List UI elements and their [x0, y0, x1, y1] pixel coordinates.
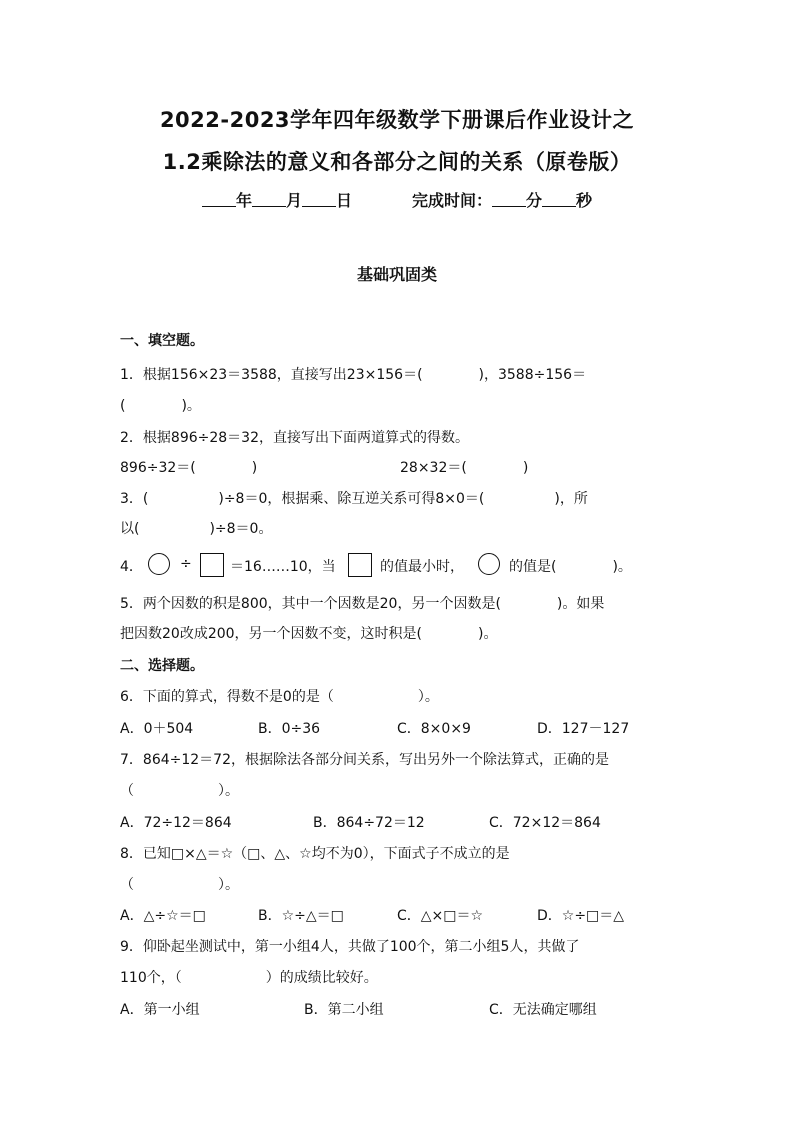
section-heading: 基础巩固类	[356, 265, 437, 284]
q2-b: 28×32＝( )	[400, 460, 529, 476]
q9-option-a[interactable]: A．第一小组	[120, 1002, 200, 1018]
q6-option-a[interactable]: A．0＋504	[120, 721, 194, 737]
q2-a: 896÷32＝( )	[120, 460, 258, 476]
q9-option-b[interactable]: B．第二小组	[304, 1002, 384, 1018]
q8-line-2: （ ）。	[120, 877, 239, 893]
title-line-2: 1.2乘除法的意义和各部分之间的关系（原卷版）	[162, 150, 632, 174]
month-label: 月	[285, 191, 302, 210]
date-time-line	[0, 188, 794, 211]
q8-option-b[interactable]: B．☆÷△＝□	[258, 908, 344, 924]
q7-option-c[interactable]: C．72×12＝864	[489, 815, 601, 831]
q7-option-a[interactable]: A．72÷12＝864	[120, 815, 232, 831]
q6-option-c[interactable]: C．8×0×9	[397, 721, 471, 737]
q8-line-1: 8．已知□×△＝☆（□、△、☆均不为0），下面式子不成立的是	[120, 846, 510, 862]
minute-label: 分	[526, 191, 543, 210]
q1-line-2: ( )。	[120, 398, 201, 414]
q1-line-1: 1．根据156×23＝3588，直接写出23×156＝( )，3588÷156＝	[120, 367, 587, 383]
q7-option-b[interactable]: B．864÷72＝12	[313, 815, 425, 831]
day-blank[interactable]	[302, 192, 336, 207]
q4-middle-text-2: 的值最小时，	[380, 559, 464, 575]
q4-number: 4．	[120, 559, 143, 575]
q8-option-d[interactable]: D．☆÷□＝△	[537, 908, 625, 924]
q6-option-b[interactable]: B．0÷36	[258, 721, 321, 737]
q8-option-a[interactable]: A．△÷☆＝□	[120, 908, 206, 924]
part1-heading: 一、填空题。	[120, 333, 204, 349]
divisor-square-icon-2	[348, 553, 372, 577]
second-blank[interactable]	[542, 192, 576, 207]
q3-line-1: 3．( )÷8＝0，根据乘、除互逆关系可得8×0＝( )，所	[120, 491, 588, 507]
divisor-square-icon	[200, 553, 224, 577]
title-line-1: 2022-2023学年四年级数学下册课后作业设计之	[159, 108, 635, 132]
q2-line-1: 2．根据896÷28＝32，直接写出下面两道算式的得数。	[120, 430, 469, 446]
time-label: 完成时间：	[412, 191, 493, 210]
part2-heading: 二、选择题。	[120, 658, 204, 674]
year-label: 年	[235, 191, 252, 210]
q5-line-2: 把因数20改成200，另一个因数不变，这时积是( )。	[120, 626, 498, 642]
day-label: 日	[335, 191, 352, 210]
q9-line-1: 9．仰卧起坐测试中，第一小组4人，共做了100个，第二小组5人，共做了	[120, 939, 580, 955]
q8-option-c[interactable]: C．△×□＝☆	[397, 908, 484, 924]
minute-blank[interactable]	[492, 192, 526, 207]
q9-option-c[interactable]: C．无法确定哪组	[489, 1002, 597, 1018]
q4-divide-sign: ÷	[180, 556, 192, 572]
q6-stem: 6．下面的算式，得数不是0的是（ ）。	[120, 689, 439, 705]
q6-option-d[interactable]: D．127－127	[537, 721, 630, 737]
q4-end-text: 的值是( )。	[509, 559, 632, 575]
q3-line-2: 以( )÷8＝0。	[120, 521, 273, 537]
q9-line-2: 110个，（ ）的成绩比较好。	[120, 970, 378, 986]
dividend-circle-icon-2	[478, 553, 500, 575]
q4-middle-text: ＝16……10，当	[230, 559, 336, 575]
q7-line-1: 7．864÷12＝72，根据除法各部分间关系，写出另外一个除法算式，正确的是	[120, 752, 609, 768]
dividend-circle-icon	[148, 553, 170, 575]
second-label: 秒	[576, 191, 593, 210]
q7-line-2: （ ）。	[120, 783, 239, 799]
month-blank[interactable]	[252, 192, 286, 207]
q5-line-1: 5．两个因数的积是800，其中一个因数是20，另一个因数是( )。如果	[120, 596, 605, 612]
year-blank[interactable]	[202, 192, 236, 207]
